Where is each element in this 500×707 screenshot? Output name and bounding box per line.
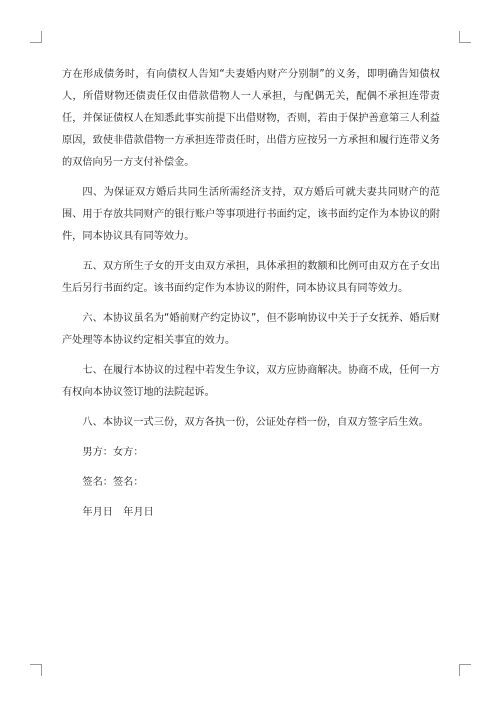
paragraph-clause-6: 六、本协议虽名为“婚前财产约定协议”，但不影响协议中关于子女抚养、婚后财产处理等本协议约定相关事宜的效力。 (62, 313, 440, 346)
paragraph-continued: 方在形成债务时，有向债权人告知“夫妻婚内财产分别制”的义务，即明确告知债权人，所借财物还债责任仅由借款借物人一人承担，与配偶无关，配偶不承担连带责任，并保证债权人在知悉此事实前提下出借财物，否则，若由于保护善意第三人利益原因，致使非借款借物一方承担连带责任时，出借方应按另一方承担和履行连带义务的双倍向另一方支付补偿金。 (62, 69, 440, 168)
crop-mark-bottom-right (459, 664, 471, 676)
signature-sign-line: 签名：签名： (82, 477, 144, 488)
signature-date-line: 年月日 年月日 (82, 507, 154, 518)
crop-mark-top-left (30, 31, 42, 43)
crop-mark-top-right (459, 31, 471, 43)
paragraph-clause-4: 四、为保证双方婚后共同生活所需经济支持，双方婚后可就夫妻共同财产的范围、用于存放共同财产的银行账户等事项进行书面约定，该书面约定作为本协议的附件，同本协议具有同等效力。 (62, 187, 440, 242)
signature-parties-line: 男方：女方： (82, 447, 144, 458)
paragraph-clause-7: 七、在履行本协议的过程中若发生争议，双方应协商解决。协商不成，任何一方有权向本协议签订地的法院起诉。 (62, 365, 440, 398)
paragraph-clause-5: 五、双方所生子女的开支由双方承担，具体承担的数额和比例可由双方在子女出生后另行书面约定。该书面约定作为本协议的附件，同本协议具有同等效力。 (62, 261, 440, 294)
document-body (62, 64, 440, 532)
crop-mark-bottom-left (30, 664, 42, 676)
paragraph-clause-8: 八、本协议一式三份，双方各执一份，公证处存档一份，自双方签字后生效。 (82, 417, 429, 428)
